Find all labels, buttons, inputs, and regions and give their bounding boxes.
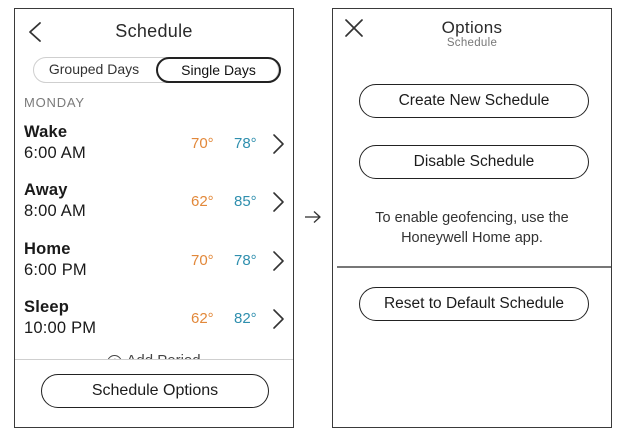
heat-setpoint: 70° [191,135,214,152]
arrow-right-icon [304,210,322,224]
options-subtitle: Schedule [446,37,498,49]
reset-default-schedule-button[interactable]: Reset to Default Schedule [359,287,589,321]
options-screen [332,8,612,428]
period-row-sleep[interactable] [15,298,293,348]
period-name: Home [24,240,71,258]
disable-schedule-button[interactable]: Disable Schedule [359,145,589,179]
period-row-home[interactable] [15,240,293,290]
chevron-right-icon [271,250,285,272]
schedule-options-button[interactable]: Schedule Options [41,374,269,408]
segment-grouped-days[interactable]: Grouped Days [48,61,140,77]
cool-setpoint: 78° [234,135,257,152]
heat-setpoint: 70° [191,252,214,269]
day-label: MONDAY [24,95,85,110]
chevron-right-icon [271,191,285,213]
geofencing-note [343,208,601,248]
cool-setpoint: 78° [234,252,257,269]
geofencing-note-line2: Honeywell Home app. [401,230,543,246]
heat-setpoint: 62° [191,310,214,327]
create-new-schedule-button[interactable]: Create New Schedule [359,84,589,118]
schedule-header [15,9,293,55]
period-name: Away [24,181,68,199]
period-time: 6:00 PM [24,261,87,279]
divider [337,266,611,268]
options-title: Options [441,18,503,37]
geofencing-note-line1: To enable geofencing, use the [375,210,569,226]
period-time: 6:00 AM [24,144,86,162]
day-mode-segmented-control [33,57,279,83]
period-row-away[interactable] [15,181,293,231]
segment-single-days[interactable]: Single Days [156,57,281,83]
period-name: Sleep [24,298,70,316]
period-time: 10:00 PM [24,319,97,337]
chevron-right-icon [271,308,285,330]
schedule-screen [14,8,294,428]
period-time: 8:00 AM [24,202,86,220]
cool-setpoint: 85° [234,193,257,210]
period-row-wake[interactable] [15,123,293,173]
chevron-right-icon [271,133,285,155]
heat-setpoint: 62° [191,193,214,210]
period-name: Wake [24,123,68,141]
page-title: Schedule [115,21,193,41]
schedule-footer [15,359,293,428]
cool-setpoint: 82° [234,310,257,327]
